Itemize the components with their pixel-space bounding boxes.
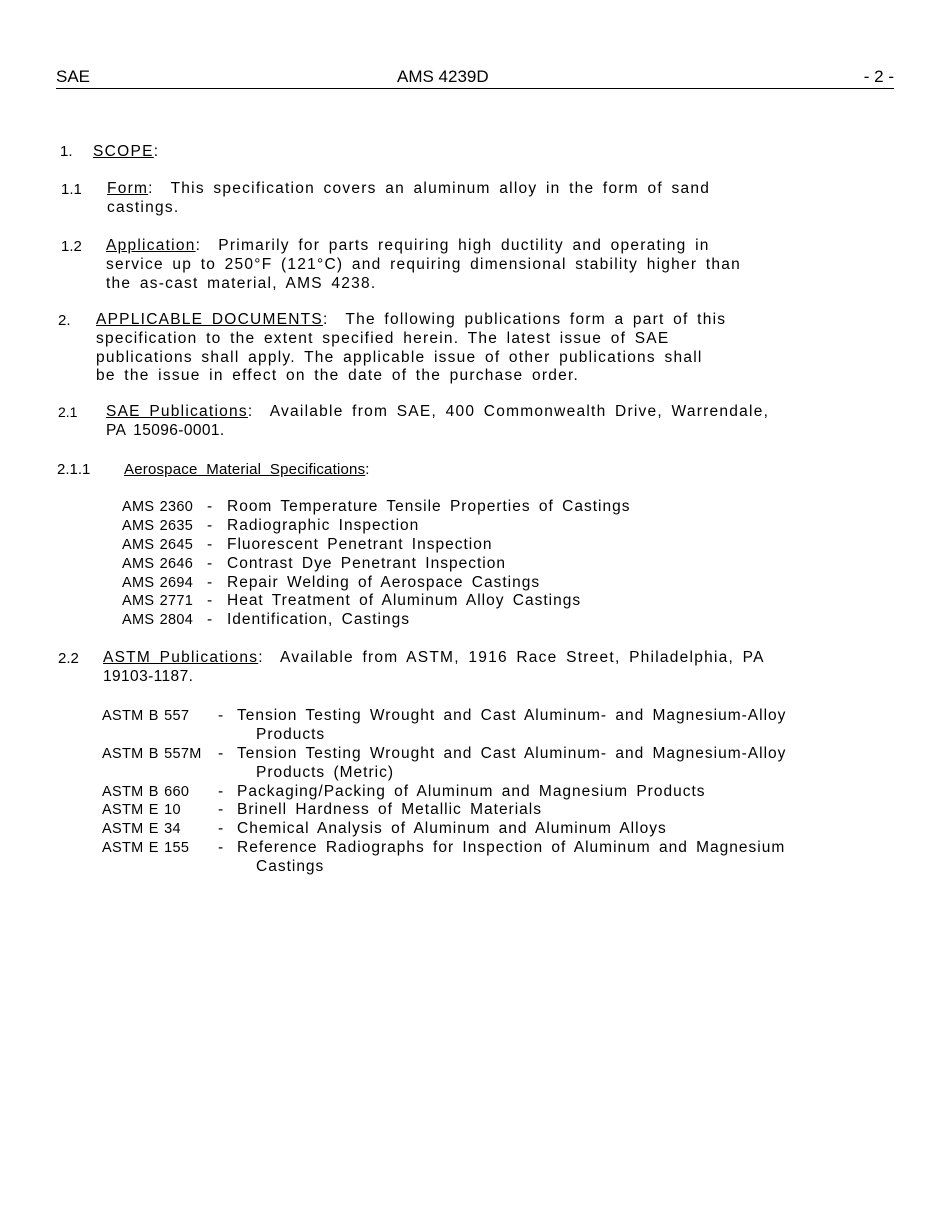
section-applicable-documents — [96, 311, 816, 386]
spec-code: AMS 2804 — [122, 612, 194, 629]
ams-list-item — [122, 555, 822, 574]
section-number: 2.1.1 — [57, 461, 91, 478]
paragraph-line: be the issue in effect on the date of the purchase order. — [96, 367, 580, 385]
section-title: ASTM Publications — [103, 649, 259, 666]
section-title-suffix: : — [365, 461, 370, 478]
spec-title: Reference Radiographs for Inspection of Aluminum and Magnesium — [237, 839, 786, 857]
header-org: SAE — [56, 67, 91, 86]
spec-title-continuation: Castings — [256, 858, 325, 876]
paragraph-line: This specification covers an aluminum alloy in the form of sand — [170, 180, 711, 197]
paragraph-line: service up to 250°F (121°C) and requiring dimensional stability higher than — [106, 255, 742, 273]
spec-title: Repair Welding of Aerospace Castings — [227, 573, 541, 591]
spec-dash: - — [218, 801, 225, 819]
spec-title: Brinell Hardness of Metallic Materials — [237, 801, 542, 819]
spec-title: Room Temperature Tensile Properties of Castings — [227, 498, 631, 515]
spec-title: Radiographic Inspection — [227, 516, 420, 534]
astm-list-item — [102, 783, 842, 802]
section-title: SCOPE — [93, 143, 154, 160]
spec-title: Fluorescent Penetrant Inspection — [227, 535, 493, 553]
spec-code: AMS 2694 — [122, 574, 194, 591]
spec-dash: - — [218, 782, 225, 800]
astm-list-item — [102, 820, 842, 839]
paragraph-line: Available from SAE, 400 Commonwealth Drive, Warrendale, — [269, 403, 770, 420]
astm-list-item — [102, 839, 842, 877]
spec-dash: - — [207, 592, 214, 610]
section-astm-publications — [103, 649, 823, 687]
spec-dash: - — [218, 744, 225, 762]
spec-dash: - — [218, 707, 225, 724]
section-number: 2. — [58, 312, 71, 329]
section-title: SAE Publications — [106, 403, 248, 420]
paragraph-line: 19103-1187. — [103, 667, 194, 685]
spec-dash: - — [207, 516, 214, 534]
section-title: Application — [106, 237, 196, 254]
astm-list-item — [102, 745, 842, 783]
section-title-suffix: : — [153, 143, 160, 160]
spec-code: ASTM B 557M — [102, 745, 202, 762]
spec-code: ASTM B 660 — [102, 783, 190, 800]
spec-code: ASTM E 155 — [102, 840, 190, 857]
spec-dash: - — [207, 535, 214, 553]
header-page-number: - 2 - — [863, 67, 894, 86]
astm-list-item — [102, 801, 842, 820]
spec-dash: - — [207, 498, 214, 515]
spec-title: Chemical Analysis of Aluminum and Aluminum Alloys — [237, 820, 667, 838]
spec-title: Heat Treatment of Aluminum Alloy Castings — [227, 592, 582, 610]
section-heading-scope — [93, 142, 159, 161]
section-title-suffix: : — [322, 311, 329, 328]
section-heading-aerospace-material-specifications — [124, 460, 370, 479]
astm-publication-list — [102, 707, 842, 877]
header-doc-number: AMS 4239D — [397, 67, 489, 86]
spec-title-continuation: Products — [256, 725, 326, 743]
section-title: Aerospace Material Specifications — [124, 461, 366, 478]
section-title-suffix: : — [195, 237, 202, 254]
paragraph-line: the as-cast material, AMS 4238. — [106, 274, 377, 292]
section-title-suffix: : — [247, 403, 254, 420]
section-title-suffix: : — [148, 180, 154, 197]
ams-list-item — [122, 498, 822, 517]
spec-code: AMS 2360 — [122, 499, 194, 515]
section-number: 1.1 — [61, 181, 82, 198]
spec-title: Packaging/Packing of Aluminum and Magnesium Products — [237, 782, 706, 800]
section-form — [107, 180, 807, 218]
section-title: APPLICABLE DOCUMENTS — [96, 311, 323, 328]
section-application — [106, 237, 826, 293]
spec-dash: - — [207, 611, 214, 629]
section-number: 2.2 — [58, 650, 79, 667]
spec-dash: - — [207, 573, 214, 591]
section-title-suffix: : — [258, 649, 264, 666]
section-title: Form — [107, 180, 149, 197]
ams-specification-list — [122, 498, 822, 630]
spec-title: Tension Testing Wrought and Cast Aluminum- and Magnesium-Alloy — [237, 707, 787, 724]
spec-code: AMS 2771 — [122, 593, 194, 610]
spec-code: AMS 2635 — [122, 517, 194, 534]
section-number: 1.2 — [61, 238, 82, 255]
ams-list-item — [122, 611, 822, 630]
spec-dash: - — [218, 820, 225, 838]
astm-list-item — [102, 707, 842, 745]
spec-title-continuation: Products (Metric) — [256, 763, 394, 781]
spec-code: AMS 2645 — [122, 536, 194, 553]
paragraph-line: PA 15096-0001. — [106, 421, 225, 439]
ams-list-item — [122, 574, 822, 593]
ams-list-item — [122, 536, 822, 555]
spec-code: ASTM E 10 — [102, 802, 181, 819]
spec-dash: - — [207, 554, 214, 572]
spec-title: Tension Testing Wrought and Cast Aluminum- and Magnesium-Alloy — [237, 744, 787, 762]
spec-code: AMS 2646 — [122, 555, 194, 572]
spec-dash: - — [218, 839, 225, 857]
paragraph-line: Primarily for parts requiring high ductility and operating in — [218, 237, 710, 254]
section-sae-publications — [106, 403, 826, 441]
spec-title: Contrast Dye Penetrant Inspection — [227, 554, 506, 572]
ams-list-item — [122, 592, 822, 611]
page-header — [56, 66, 894, 89]
spec-title: Identification, Castings — [227, 611, 410, 629]
spec-code: ASTM E 34 — [102, 821, 181, 838]
paragraph-line: specification to the extent specified herein. The latest issue of SAE — [96, 329, 670, 347]
paragraph-line: publications shall apply. The applicable issue of other publications shall — [96, 348, 703, 366]
section-number: 2.1 — [58, 404, 78, 420]
section-number: 1. — [60, 143, 73, 160]
spec-code: ASTM B 557 — [102, 708, 190, 724]
ams-list-item — [122, 517, 822, 536]
paragraph-line: Available from ASTM, 1916 Race Street, Philadelphia, PA — [280, 649, 765, 666]
paragraph-line: castings. — [107, 198, 180, 216]
paragraph-line: The following publications form a part of this — [345, 311, 727, 328]
